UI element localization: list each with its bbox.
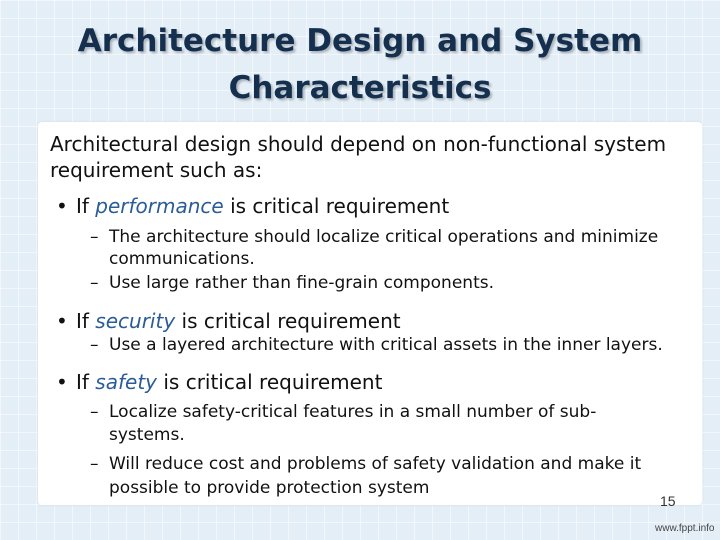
sub-point-line: Localize safety-critical features in a small number of sub- xyxy=(109,402,597,422)
intro-line-1: Architectural design should depend on non-functional system xyxy=(50,132,667,156)
bullet-dot: • xyxy=(56,309,68,333)
watermark-text: www.fppt.info xyxy=(655,523,715,534)
bullet-text xyxy=(76,308,401,334)
slide-title-line-1: Architecture Design and System xyxy=(77,23,643,59)
bullet-dot: • xyxy=(56,194,68,218)
keyword-performance: performance xyxy=(95,194,224,218)
bullet-text xyxy=(76,369,382,395)
sub-point-line: Will reduce cost and problems of safety validation and make it xyxy=(109,454,642,474)
keyword-security: security xyxy=(95,309,176,333)
sub-point-line: possible to provide protection system xyxy=(109,478,430,498)
bullet-text xyxy=(76,193,449,219)
sub-point-line: systems. xyxy=(109,425,185,445)
sub-point-line: communications. xyxy=(109,249,255,269)
page-number: 15 xyxy=(660,493,676,509)
sub-point-line: Use large rather than fine-grain components. xyxy=(109,273,494,293)
bullet-suffix: is critical requirement xyxy=(175,309,401,333)
keyword-safety: safety xyxy=(95,370,157,394)
bullet-prefix: If xyxy=(76,194,96,218)
bullet-suffix: is critical requirement xyxy=(223,194,450,218)
dash: – xyxy=(90,335,99,355)
bullet-suffix: is critical requirement xyxy=(157,370,383,394)
intro-line-2: requirement such as: xyxy=(50,158,263,182)
dash: – xyxy=(90,402,99,422)
sub-point-line: Use a layered architecture with critical assets in the inner layers. xyxy=(109,335,663,355)
slide-title-line-2: Characteristics xyxy=(228,70,492,106)
dash: – xyxy=(90,273,99,293)
slide-title xyxy=(40,18,680,112)
bullet-prefix: If xyxy=(76,309,96,333)
dash: – xyxy=(90,227,99,247)
sub-point-line: The architecture should localize critical operations and minimize xyxy=(109,227,659,247)
content-panel xyxy=(38,122,702,505)
bullet-prefix: If xyxy=(76,370,96,394)
bullet-dot: • xyxy=(56,370,68,394)
dash: – xyxy=(90,454,99,474)
